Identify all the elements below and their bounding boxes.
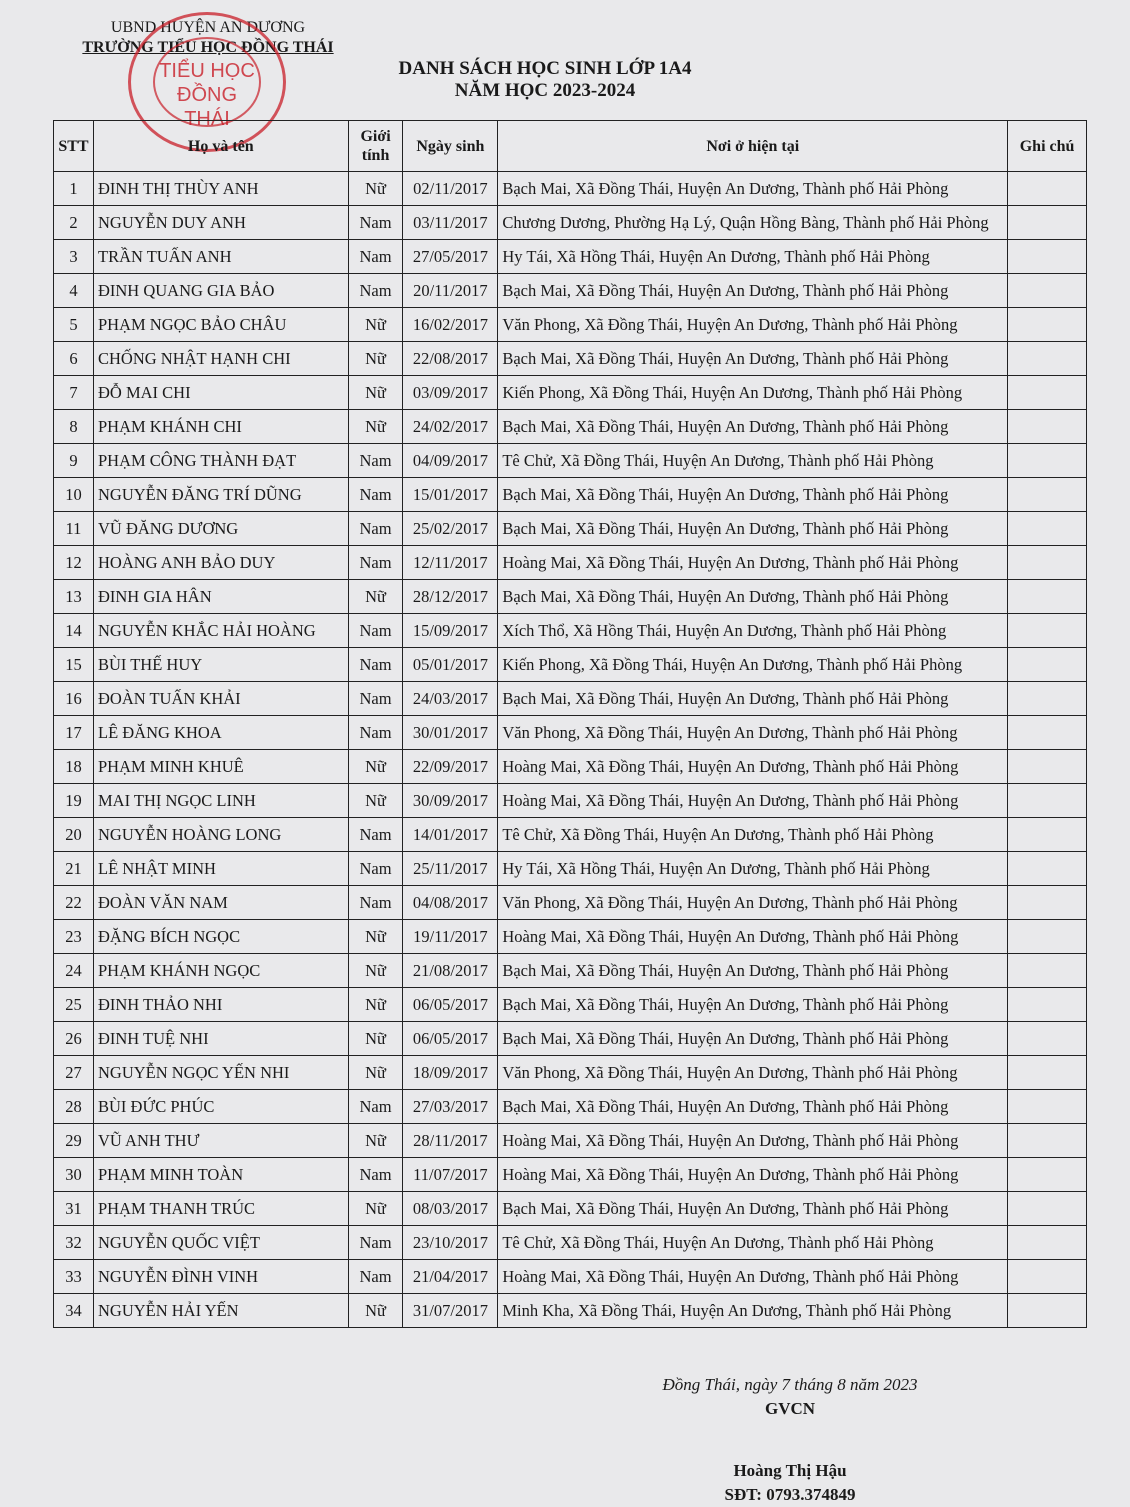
cell-note [1008, 172, 1087, 206]
table-row [54, 1226, 1087, 1260]
cell-dob: 15/09/2017 [403, 614, 498, 648]
cell-note [1008, 546, 1087, 580]
cell-dob: 06/05/2017 [403, 988, 498, 1022]
cell-stt: 30 [54, 1158, 94, 1192]
cell-name: ĐINH TUỆ NHI [93, 1022, 348, 1056]
col-note: Ghi chú [1008, 121, 1087, 172]
cell-note [1008, 818, 1087, 852]
cell-address: Bạch Mai, Xã Đồng Thái, Huyện An Dương, Thành phố Hải Phòng [498, 1192, 1008, 1226]
table-row [54, 988, 1087, 1022]
cell-stt: 18 [54, 750, 94, 784]
cell-name: VŨ ANH THƯ [93, 1124, 348, 1158]
table-row [54, 512, 1087, 546]
cell-dob: 12/11/2017 [403, 546, 498, 580]
cell-gender: Nam [348, 716, 403, 750]
cell-stt: 3 [54, 240, 94, 274]
cell-stt: 34 [54, 1294, 94, 1328]
table-row [54, 1124, 1087, 1158]
cell-stt: 32 [54, 1226, 94, 1260]
cell-address: Văn Phong, Xã Đồng Thái, Huyện An Dương, Thành phố Hải Phòng [498, 1056, 1008, 1090]
document-title-block [340, 58, 750, 102]
cell-stt: 15 [54, 648, 94, 682]
cell-dob: 14/01/2017 [403, 818, 498, 852]
cell-name: PHẠM MINH TOÀN [93, 1158, 348, 1192]
cell-address: Tê Chử, Xã Đồng Thái, Huyện An Dương, Thành phố Hải Phòng [498, 444, 1008, 478]
cell-dob: 16/02/2017 [403, 308, 498, 342]
col-gender: Giới tính [348, 121, 403, 172]
cell-dob: 24/02/2017 [403, 410, 498, 444]
cell-name: NGUYỄN HẢI YẾN [93, 1294, 348, 1328]
table-row [54, 614, 1087, 648]
cell-note [1008, 750, 1087, 784]
cell-name: PHẠM NGỌC BẢO CHÂU [93, 308, 348, 342]
cell-gender: Nam [348, 274, 403, 308]
cell-name: NGUYỄN DUY ANH [93, 206, 348, 240]
cell-gender: Nữ [348, 342, 403, 376]
cell-dob: 28/11/2017 [403, 1124, 498, 1158]
cell-dob: 27/03/2017 [403, 1090, 498, 1124]
cell-address: Kiến Phong, Xã Đồng Thái, Huyện An Dương, Thành phố Hải Phòng [498, 376, 1008, 410]
cell-note [1008, 342, 1087, 376]
cell-dob: 22/09/2017 [403, 750, 498, 784]
cell-address: Bạch Mai, Xã Đồng Thái, Huyện An Dương, Thành phố Hải Phòng [498, 274, 1008, 308]
cell-dob: 28/12/2017 [403, 580, 498, 614]
cell-gender: Nam [348, 886, 403, 920]
table-row [54, 376, 1087, 410]
table-row [54, 342, 1087, 376]
cell-name: ĐINH QUANG GIA BẢO [93, 274, 348, 308]
cell-note [1008, 784, 1087, 818]
cell-stt: 2 [54, 206, 94, 240]
table-row [54, 784, 1087, 818]
cell-gender: Nam [348, 682, 403, 716]
col-dob: Ngày sinh [403, 121, 498, 172]
cell-note [1008, 988, 1087, 1022]
cell-dob: 06/05/2017 [403, 1022, 498, 1056]
cell-note [1008, 1090, 1087, 1124]
cell-stt: 1 [54, 172, 94, 206]
cell-gender: Nam [348, 444, 403, 478]
cell-dob: 19/11/2017 [403, 920, 498, 954]
cell-note [1008, 1022, 1087, 1056]
cell-note [1008, 512, 1087, 546]
cell-address: Bạch Mai, Xã Đồng Thái, Huyện An Dương, Thành phố Hải Phòng [498, 410, 1008, 444]
table-row [54, 1294, 1087, 1328]
cell-stt: 24 [54, 954, 94, 988]
cell-dob: 21/08/2017 [403, 954, 498, 988]
cell-name: NGUYỄN KHẮC HẢI HOÀNG [93, 614, 348, 648]
cell-stt: 29 [54, 1124, 94, 1158]
cell-gender: Nam [348, 512, 403, 546]
stamp-text: TIỂU HỌC ĐỒNG THÁI [159, 60, 255, 130]
cell-stt: 20 [54, 818, 94, 852]
cell-address: Kiến Phong, Xã Đồng Thái, Huyện An Dương, Thành phố Hải Phòng [498, 648, 1008, 682]
authority-name: UBND HUYỆN AN DƯƠNG [110, 19, 306, 36]
cell-stt: 14 [54, 614, 94, 648]
signature-block [620, 1373, 960, 1507]
cell-address: Văn Phong, Xã Đồng Thái, Huyện An Dương, Thành phố Hải Phòng [498, 716, 1008, 750]
cell-name: PHẠM KHÁNH NGỌC [93, 954, 348, 988]
cell-note [1008, 376, 1087, 410]
cell-gender: Nam [348, 818, 403, 852]
table-row [54, 1158, 1087, 1192]
table-row [54, 240, 1087, 274]
cell-note [1008, 1192, 1087, 1226]
cell-address: Bạch Mai, Xã Đồng Thái, Huyện An Dương, Thành phố Hải Phòng [498, 954, 1008, 988]
cell-note [1008, 1124, 1087, 1158]
table-row [54, 1090, 1087, 1124]
cell-note [1008, 444, 1087, 478]
cell-note [1008, 614, 1087, 648]
cell-note [1008, 1226, 1087, 1260]
cell-dob: 03/11/2017 [403, 206, 498, 240]
cell-address: Hoàng Mai, Xã Đồng Thái, Huyện An Dương, Thành phố Hải Phòng [498, 784, 1008, 818]
cell-dob: 30/09/2017 [403, 784, 498, 818]
school-name: TRƯỜNG TIỂU HỌC ĐỒNG THÁI [82, 39, 334, 56]
cell-stt: 7 [54, 376, 94, 410]
cell-gender: Nữ [348, 920, 403, 954]
cell-stt: 28 [54, 1090, 94, 1124]
cell-note [1008, 410, 1087, 444]
cell-note [1008, 478, 1087, 512]
cell-note [1008, 1158, 1087, 1192]
cell-name: PHẠM KHÁNH CHI [93, 410, 348, 444]
cell-note [1008, 1056, 1087, 1090]
cell-note [1008, 682, 1087, 716]
cell-name: ĐẶNG BÍCH NGỌC [93, 920, 348, 954]
cell-address: Văn Phong, Xã Đồng Thái, Huyện An Dương, Thành phố Hải Phòng [498, 308, 1008, 342]
cell-gender: Nữ [348, 308, 403, 342]
cell-stt: 5 [54, 308, 94, 342]
cell-stt: 10 [54, 478, 94, 512]
cell-address: Hoàng Mai, Xã Đồng Thái, Huyện An Dương, Thành phố Hải Phòng [498, 1124, 1008, 1158]
table-row [54, 1056, 1087, 1090]
cell-gender: Nữ [348, 1294, 403, 1328]
cell-stt: 23 [54, 920, 94, 954]
table-row [54, 308, 1087, 342]
cell-dob: 15/01/2017 [403, 478, 498, 512]
table-row [54, 852, 1087, 886]
cell-stt: 27 [54, 1056, 94, 1090]
cell-stt: 21 [54, 852, 94, 886]
cell-dob: 23/10/2017 [403, 1226, 498, 1260]
cell-address: Tê Chử, Xã Đồng Thái, Huyện An Dương, Thành phố Hải Phòng [498, 818, 1008, 852]
cell-stt: 22 [54, 886, 94, 920]
cell-stt: 11 [54, 512, 94, 546]
cell-stt: 31 [54, 1192, 94, 1226]
cell-note [1008, 308, 1087, 342]
role: GVCN [764, 1399, 816, 1418]
cell-dob: 08/03/2017 [403, 1192, 498, 1226]
cell-name: NGUYỄN HOÀNG LONG [93, 818, 348, 852]
cell-gender: Nam [348, 1260, 403, 1294]
cell-note [1008, 852, 1087, 886]
cell-stt: 17 [54, 716, 94, 750]
cell-address: Bạch Mai, Xã Đồng Thái, Huyện An Dương, Thành phố Hải Phòng [498, 1090, 1008, 1124]
cell-gender: Nam [348, 1226, 403, 1260]
cell-dob: 25/02/2017 [403, 512, 498, 546]
cell-name: HOÀNG ANH BẢO DUY [93, 546, 348, 580]
table-row [54, 954, 1087, 988]
cell-gender: Nam [348, 614, 403, 648]
cell-address: Hoàng Mai, Xã Đồng Thái, Huyện An Dương, Thành phố Hải Phòng [498, 546, 1008, 580]
cell-address: Bạch Mai, Xã Đồng Thái, Huyện An Dương, Thành phố Hải Phòng [498, 580, 1008, 614]
cell-gender: Nam [348, 206, 403, 240]
table-row [54, 682, 1087, 716]
cell-gender: Nam [348, 240, 403, 274]
cell-gender: Nam [348, 1090, 403, 1124]
teacher-name: Hoàng Thị Hậu [733, 1461, 847, 1480]
cell-address: Hy Tái, Xã Hồng Thái, Huyện An Dương, Thành phố Hải Phòng [498, 852, 1008, 886]
cell-dob: 30/01/2017 [403, 716, 498, 750]
cell-name: BÙI ĐỨC PHÚC [93, 1090, 348, 1124]
col-address: Nơi ở hiện tại [498, 121, 1008, 172]
cell-name: MAI THỊ NGỌC LINH [93, 784, 348, 818]
cell-dob: 24/03/2017 [403, 682, 498, 716]
cell-note [1008, 1294, 1087, 1328]
table-row [54, 1192, 1087, 1226]
table-row [54, 478, 1087, 512]
cell-name: ĐỖ MAI CHI [93, 376, 348, 410]
cell-dob: 05/01/2017 [403, 648, 498, 682]
table-row [54, 206, 1087, 240]
cell-dob: 31/07/2017 [403, 1294, 498, 1328]
cell-note [1008, 648, 1087, 682]
cell-address: Bạch Mai, Xã Đồng Thái, Huyện An Dương, Thành phố Hải Phòng [498, 172, 1008, 206]
cell-gender: Nữ [348, 172, 403, 206]
cell-stt: 25 [54, 988, 94, 1022]
cell-gender: Nam [348, 648, 403, 682]
cell-name: NGUYỄN NGỌC YẾN NHI [93, 1056, 348, 1090]
table-row [54, 716, 1087, 750]
cell-name: ĐOÀN VĂN NAM [93, 886, 348, 920]
cell-stt: 8 [54, 410, 94, 444]
cell-dob: 02/11/2017 [403, 172, 498, 206]
cell-address: Hy Tái, Xã Hồng Thái, Huyện An Dương, Thành phố Hải Phòng [498, 240, 1008, 274]
cell-name: NGUYỄN QUỐC VIỆT [93, 1226, 348, 1260]
table-row [54, 410, 1087, 444]
cell-gender: Nữ [348, 1056, 403, 1090]
cell-stt: 26 [54, 1022, 94, 1056]
cell-stt: 33 [54, 1260, 94, 1294]
table-row [54, 580, 1087, 614]
table-row [54, 818, 1087, 852]
table-row [54, 1022, 1087, 1056]
cell-gender: Nữ [348, 1022, 403, 1056]
cell-name: PHẠM CÔNG THÀNH ĐẠT [93, 444, 348, 478]
cell-gender: Nam [348, 478, 403, 512]
table-row [54, 886, 1087, 920]
col-stt: STT [54, 121, 94, 172]
cell-name: PHẠM MINH KHUÊ [93, 750, 348, 784]
cell-address: Xích Thổ, Xã Hồng Thái, Huyện An Dương, Thành phố Hải Phòng [498, 614, 1008, 648]
cell-address: Văn Phong, Xã Đồng Thái, Huyện An Dương, Thành phố Hải Phòng [498, 886, 1008, 920]
cell-address: Bạch Mai, Xã Đồng Thái, Huyện An Dương, Thành phố Hải Phòng [498, 512, 1008, 546]
cell-name: LÊ ĐĂNG KHOA [93, 716, 348, 750]
cell-gender: Nữ [348, 954, 403, 988]
cell-name: ĐINH GIA HÂN [93, 580, 348, 614]
cell-dob: 18/09/2017 [403, 1056, 498, 1090]
teacher-phone: SĐT: 0793.374849 [724, 1485, 856, 1504]
cell-name: ĐOÀN TUẤN KHẢI [93, 682, 348, 716]
cell-gender: Nữ [348, 376, 403, 410]
student-table [53, 120, 1087, 1328]
cell-dob: 11/07/2017 [403, 1158, 498, 1192]
cell-name: PHẠM THANH TRÚC [93, 1192, 348, 1226]
cell-name: NGUYỄN ĐÌNH VINH [93, 1260, 348, 1294]
cell-gender: Nữ [348, 750, 403, 784]
table-header [54, 121, 1087, 172]
cell-name: NGUYỄN ĐĂNG TRÍ DŨNG [93, 478, 348, 512]
cell-dob: 21/04/2017 [403, 1260, 498, 1294]
cell-stt: 13 [54, 580, 94, 614]
cell-dob: 25/11/2017 [403, 852, 498, 886]
cell-gender: Nữ [348, 410, 403, 444]
cell-dob: 04/09/2017 [403, 444, 498, 478]
cell-gender: Nữ [348, 580, 403, 614]
cell-name: LÊ NHẬT MINH [93, 852, 348, 886]
cell-gender: Nữ [348, 1192, 403, 1226]
cell-stt: 16 [54, 682, 94, 716]
cell-note [1008, 240, 1087, 274]
cell-stt: 12 [54, 546, 94, 580]
cell-dob: 27/05/2017 [403, 240, 498, 274]
cell-address: Tê Chử, Xã Đồng Thái, Huyện An Dương, Thành phố Hải Phòng [498, 1226, 1008, 1260]
table-row [54, 750, 1087, 784]
cell-gender: Nữ [348, 1124, 403, 1158]
cell-stt: 6 [54, 342, 94, 376]
cell-gender: Nữ [348, 784, 403, 818]
cell-note [1008, 886, 1087, 920]
school-year: NĂM HỌC 2023-2024 [454, 80, 636, 101]
table-row [54, 648, 1087, 682]
cell-name: CHỐNG NHẬT HẠNH CHI [93, 342, 348, 376]
cell-address: Bạch Mai, Xã Đồng Thái, Huyện An Dương, Thành phố Hải Phòng [498, 478, 1008, 512]
place-date: Đồng Thái, ngày 7 tháng 8 năm 2023 [662, 1375, 918, 1394]
table-row [54, 546, 1087, 580]
table-row [54, 172, 1087, 206]
cell-note [1008, 580, 1087, 614]
col-name: Họ và tên [93, 121, 348, 172]
table-row [54, 274, 1087, 308]
cell-address: Chương Dương, Phường Hạ Lý, Quận Hồng Bàng, Thành phố Hải Phòng [498, 206, 1008, 240]
cell-gender: Nam [348, 546, 403, 580]
table-row [54, 444, 1087, 478]
cell-stt: 19 [54, 784, 94, 818]
cell-address: Bạch Mai, Xã Đồng Thái, Huyện An Dương, Thành phố Hải Phòng [498, 342, 1008, 376]
cell-name: BÙI THẾ HUY [93, 648, 348, 682]
cell-address: Hoàng Mai, Xã Đồng Thái, Huyện An Dương, Thành phố Hải Phòng [498, 1158, 1008, 1192]
cell-note [1008, 954, 1087, 988]
cell-dob: 03/09/2017 [403, 376, 498, 410]
cell-note [1008, 1260, 1087, 1294]
cell-address: Bạch Mai, Xã Đồng Thái, Huyện An Dương, Thành phố Hải Phòng [498, 682, 1008, 716]
cell-note [1008, 920, 1087, 954]
cell-note [1008, 274, 1087, 308]
cell-gender: Nam [348, 852, 403, 886]
cell-address: Hoàng Mai, Xã Đồng Thái, Huyện An Dương, Thành phố Hải Phòng [498, 1260, 1008, 1294]
table-row [54, 920, 1087, 954]
cell-note [1008, 716, 1087, 750]
document-title: DANH SÁCH HỌC SINH LỚP 1A4 [398, 58, 692, 79]
cell-dob: 20/11/2017 [403, 274, 498, 308]
cell-gender: Nam [348, 1158, 403, 1192]
cell-dob: 04/08/2017 [403, 886, 498, 920]
cell-name: ĐINH THỊ THÙY ANH [93, 172, 348, 206]
cell-dob: 22/08/2017 [403, 342, 498, 376]
cell-name: VŨ ĐĂNG DƯƠNG [93, 512, 348, 546]
cell-note [1008, 206, 1087, 240]
cell-address: Hoàng Mai, Xã Đồng Thái, Huyện An Dương, Thành phố Hải Phòng [498, 750, 1008, 784]
cell-stt: 4 [54, 274, 94, 308]
table-row [54, 1260, 1087, 1294]
cell-address: Bạch Mai, Xã Đồng Thái, Huyện An Dương, Thành phố Hải Phòng [498, 1022, 1008, 1056]
cell-address: Bạch Mai, Xã Đồng Thái, Huyện An Dương, Thành phố Hải Phòng [498, 988, 1008, 1022]
cell-address: Hoàng Mai, Xã Đồng Thái, Huyện An Dương, Thành phố Hải Phòng [498, 920, 1008, 954]
cell-gender: Nữ [348, 988, 403, 1022]
cell-address: Minh Kha, Xã Đồng Thái, Huyện An Dương, Thành phố Hải Phòng [498, 1294, 1008, 1328]
cell-stt: 9 [54, 444, 94, 478]
cell-name: ĐINH THẢO NHI [93, 988, 348, 1022]
cell-name: TRẦN TUẤN ANH [93, 240, 348, 274]
